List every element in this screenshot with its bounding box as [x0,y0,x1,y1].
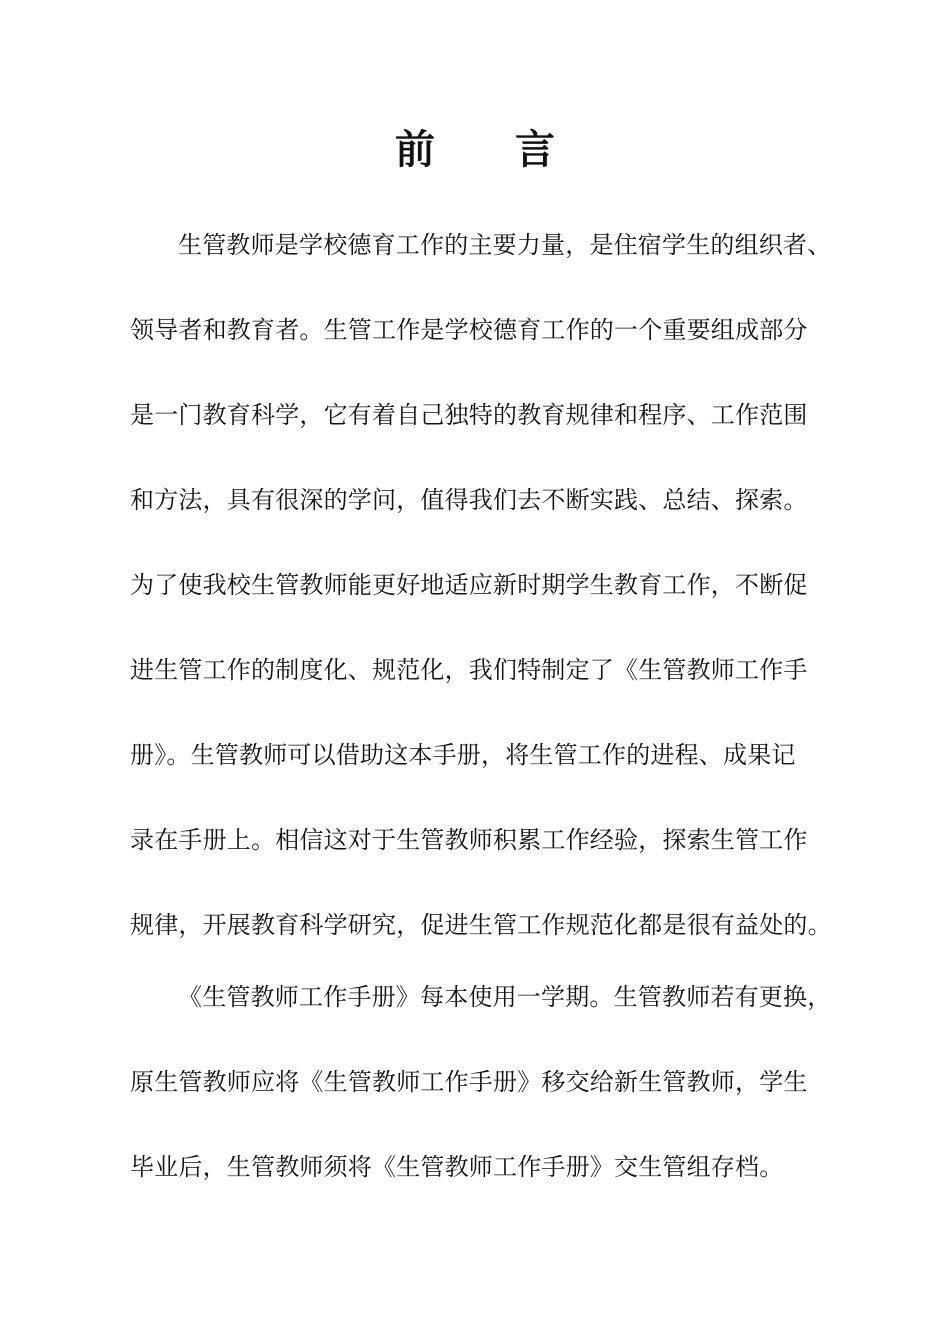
title-char-1: 前 [395,126,435,173]
paragraph-1-line-4: 和方法，具有很深的学问，值得我们去不断实践、总结、探索。 [130,486,808,514]
paragraph-1-line-5: 为了使我校生管教师能更好地适应新时期学生教育工作，不断促 [130,571,808,599]
paragraph-1-line-8: 录在手册上。相信这对于生管教师积累工作经验，探索生管工作 [130,826,808,854]
paragraph-1-line-7: 册》。生管教师可以借助这本手册，将生管工作的进程、成果记 [130,741,796,769]
title-char-2: 言 [515,126,555,173]
paragraph-2-line-2: 原生管教师应将《生管教师工作手册》移交给新生管教师，学生 [130,1068,808,1096]
paragraph-2-line-1: 《生管教师工作手册》每本使用一学期。生管教师若有更换， [178,983,832,1011]
paragraph-1-line-3: 是一门教育科学，它有着自己独特的教育规律和程序、工作范围 [130,401,808,429]
paragraph-1-line-1: 生管教师是学校德育工作的主要力量，是住宿学生的组织者、 [178,231,832,259]
page-title [0,124,950,176]
paragraph-2-line-3: 毕业后，生管教师须将《生管教师工作手册》交生管组存档。 [130,1153,784,1181]
paragraph-1-line-2: 领导者和教育者。生管工作是学校德育工作的一个重要组成部分 [130,316,808,344]
paragraph-1-line-9: 规律，开展教育科学研究，促进生管工作规范化都是很有益处的。 [130,911,832,939]
paragraph-1-line-6: 进生管工作的制度化、规范化，我们特制定了《生管教师工作手 [130,656,808,684]
